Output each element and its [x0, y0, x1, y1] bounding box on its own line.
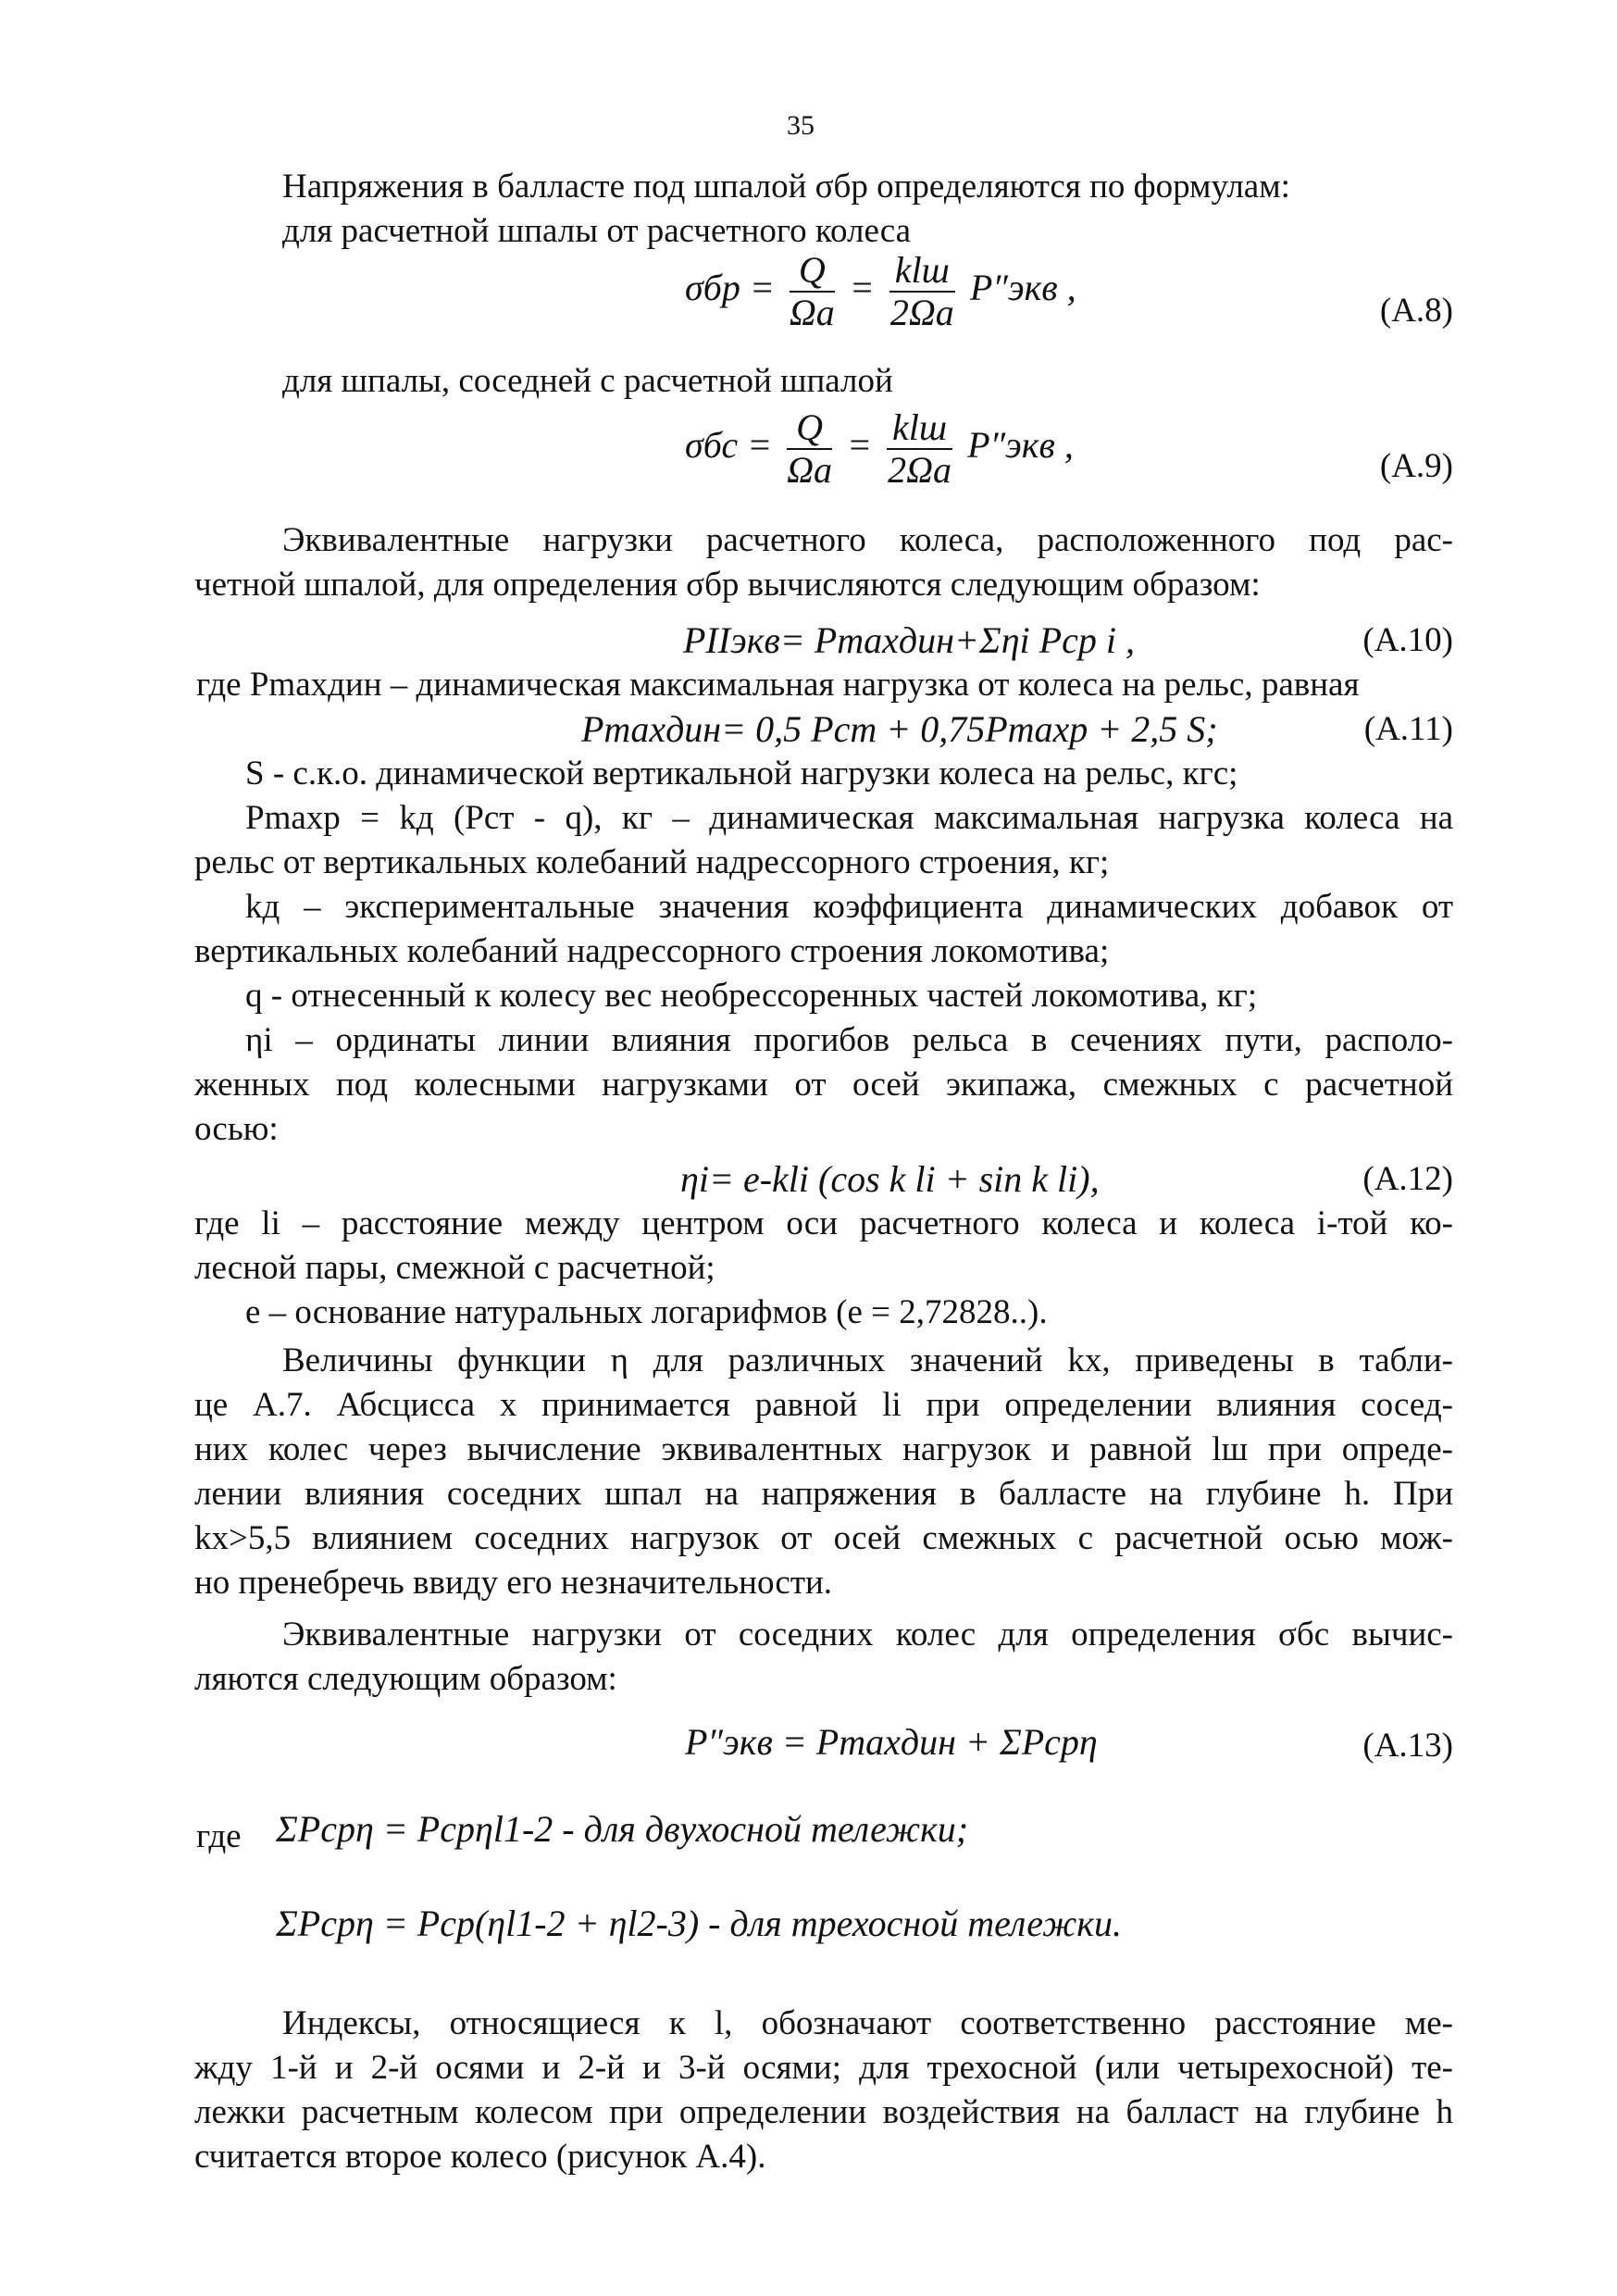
- formula-a12: ηi= e-kli (cos k li + sin k li),: [680, 1158, 1100, 1200]
- paragraph-function-values: Величины функции η для различных значений kx, приведены в табли- це А.7. Абсцисса х принимается равной li при определении влияния сосед- них колес через вычисление эквивалентных нагрузок и равной lш при опреде- лении влияния соседних шпал на напряжения в балласте на глубине h. При kx>5,5 влиянием соседних нагрузок от осей смежных с расчетной осью мож- но пренебречь ввиду его незначительности.: [194, 1341, 1453, 1602]
- equation-number-a9: (А.9): [1379, 447, 1453, 485]
- equation-number-a11: (А.11): [1363, 710, 1453, 748]
- equation-number-a13: (А.13): [1362, 1727, 1453, 1765]
- equation-number-a12: (А.12): [1362, 1160, 1453, 1198]
- formula-two-axle: ΣPсрη = Pсрηl1-2 - для двухосной тележки;: [276, 1808, 969, 1850]
- definitions-block: S - с.к.о. динамической вертикальной нагрузки колеса на рельс, кгс; Pmaxр = kд (Pст - q), кг – динамическая максимальная нагрузка колеса на рельс от вертикальных колебаний надрессорного строения, кг; kд – экспериментальные значения коэффициента динамических добавок от вертикальных колебаний надрессорного строения локомотива; q - отнесенный к колесу вес необрессоренных частей локомотива, кг; ηi – ординаты линии влияния прогибов рельса в сечениях пути, располо- женных под колесными нагрузками от осей экипажа, смежных с расчетной осью:: [194, 755, 1453, 1148]
- paragraph-indices: Индексы, относящиеся к l, обозначают соответственно расстояние ме- жду 1-й и 2-й осями и 2-й и 3-й осями; для трехосной (или четырехосной) те- лежки расчетным колесом при определении воздействия на балласт на глубине h считается второе колесо (рисунок А.4).: [194, 2004, 1453, 2176]
- formula-a10: PIIэкв= Pmaxдин+Σηi Pср i ,: [683, 619, 1135, 661]
- formula-a13: P″экв = Pmaxдин + ΣPсрη: [685, 1721, 1098, 1763]
- line-where-pmax: где Pmaxдин – динамическая максимальная нагрузка от колеса на рельс, равная: [196, 666, 1360, 704]
- paragraph-intro: Напряжения в балласте под шпалой σбр определяются по формулам: для расчетной шпалы от расчетного колеса: [282, 168, 1290, 250]
- formula-three-axle: ΣPсрη = Pср(ηl1-2 + ηl2-3) - для трехосной тележки.: [276, 1903, 1122, 1944]
- equation-number-a10: (А.10): [1362, 621, 1453, 659]
- paragraph-equivalent-loads: Эквивалентные нагрузки расчетного колеса, расположенного под рас- четной шпалой, для определения σбр вычисляются следующим образом:: [194, 521, 1453, 604]
- page-number: 35: [787, 110, 815, 141]
- label-where: где: [196, 1817, 242, 1855]
- formula-a9: σбс = $\frac{Q}{\Omega a}$ = $\frac{\text{klш}}{2\Omega a}$ P″экв ,: [685, 406, 1074, 491]
- formula-a11: Pmaxдин= 0,5 Pст + 0,75Pmaxр + 2,5 S;: [581, 708, 1218, 750]
- definitions-li-e: где li – расстояние между центром оси расчетного колеса и колеса i-той ко- лесной пары, смежной с расчетной; e – основание натуральных логарифмов (e = 2,72828..).: [194, 1204, 1453, 1331]
- equation-number-a8: (А.8): [1379, 292, 1453, 330]
- formula-a8: σбр = $\frac{Q}{\Omega a}$ = $\frac{\text{klш}}{2\Omega a}$ P″экв ,: [685, 249, 1076, 333]
- line-adjacent-sleeper: для шпалы, соседней с расчетной шпалой: [282, 362, 893, 400]
- paragraph-neighbour-wheels: Эквивалентные нагрузки от соседних колес для определения σбс вычис- ляются следующим образом:: [194, 1616, 1453, 1698]
